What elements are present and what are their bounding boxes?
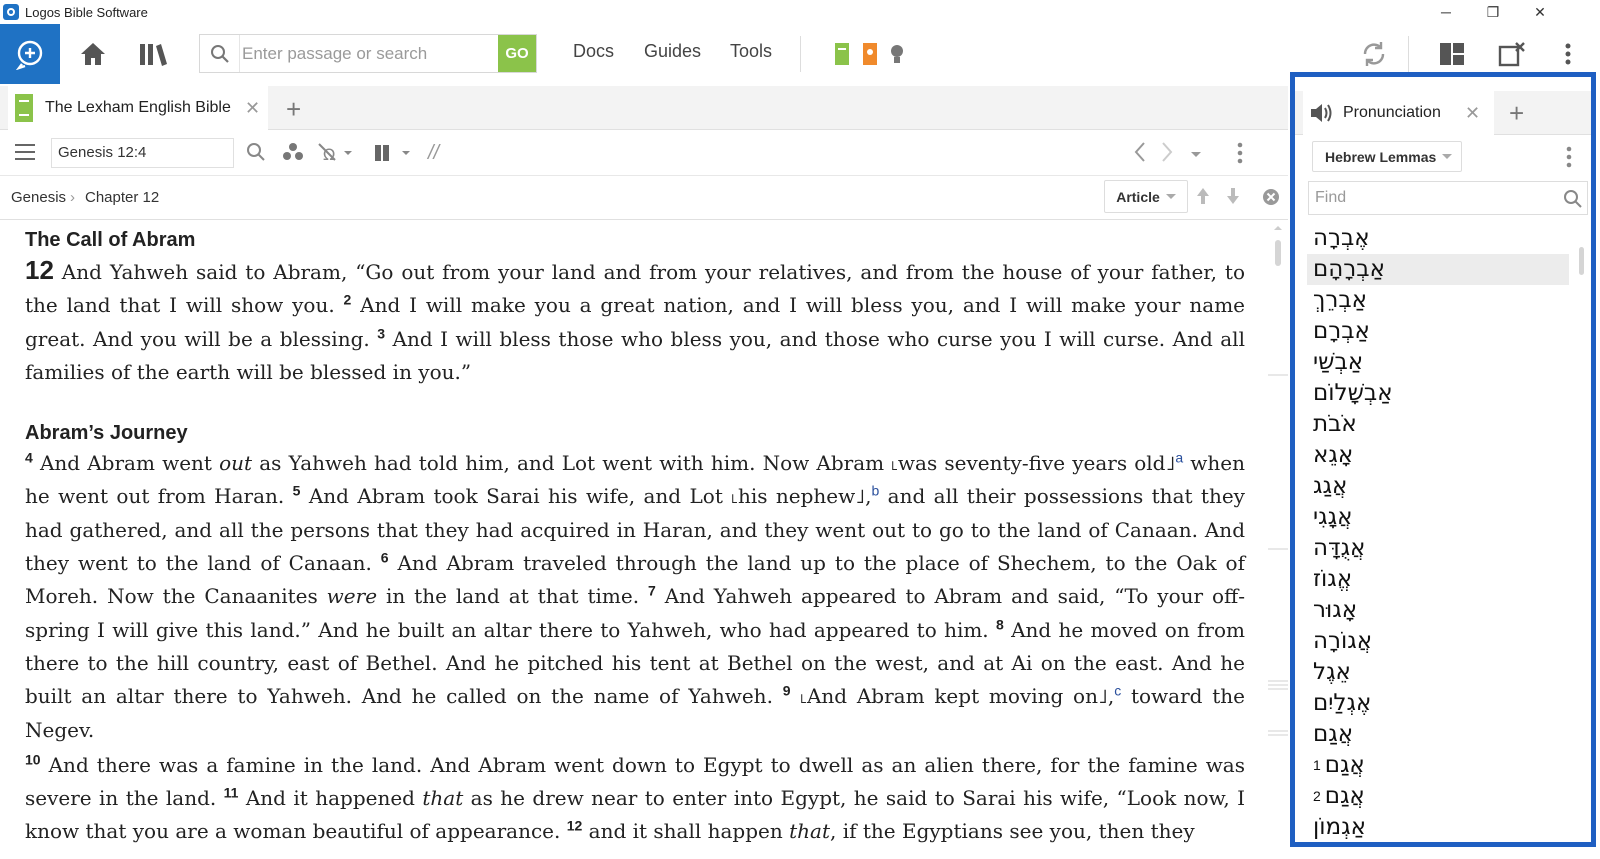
restore-button[interactable]: ❐	[1486, 3, 1500, 20]
lemma-list	[1307, 223, 1569, 843]
lemma-item[interactable]	[1307, 378, 1569, 409]
inline-interlinear-button[interactable]	[317, 142, 357, 169]
lemma-text: אֹבֹת	[1313, 411, 1357, 437]
verse-number: 6	[380, 549, 389, 566]
lemma-text: אַגְמוֹן	[1313, 814, 1367, 840]
section-heading: Abram’s Journey	[25, 422, 188, 445]
tips-shortcut[interactable]	[888, 36, 906, 72]
close-tab-icon[interactable]: ✕	[245, 97, 261, 118]
docs-menu[interactable]: Docs	[573, 41, 615, 61]
new-tab-button[interactable]: +	[286, 94, 302, 124]
lemma-text: אַבְרָהָם	[1313, 256, 1385, 282]
previous-section-button[interactable]	[1196, 186, 1210, 211]
lemma-text: אֲגָגִי	[1313, 504, 1353, 530]
history-back-button[interactable]	[1133, 141, 1147, 168]
main-tab-row	[0, 86, 1288, 130]
lemma-item[interactable]	[1307, 812, 1569, 843]
verse-number: 12	[566, 817, 583, 834]
lemma-item[interactable]	[1307, 719, 1569, 750]
lemma-text: אַבְשָׁלוֹם	[1313, 380, 1393, 406]
close-circle-icon	[1262, 188, 1280, 206]
lemma-item[interactable]	[1307, 316, 1569, 347]
search-icon	[246, 142, 266, 162]
minimize-button[interactable]: ─	[1441, 4, 1451, 20]
lightbulb-icon	[889, 43, 905, 65]
home-button[interactable]	[76, 36, 110, 72]
chevron-down-icon	[1166, 194, 1176, 200]
lemma-text: אַבְשַׁי	[1313, 349, 1364, 375]
arrow-down-icon	[1226, 186, 1240, 206]
layout-icon	[1439, 42, 1465, 66]
lemma-text: אַבְרֵךְ	[1313, 287, 1368, 313]
window-title: Logos Bible Software	[25, 4, 148, 20]
tab-pronunciation[interactable]	[1303, 91, 1494, 135]
paragraph: $^{10}$ And there was a famine in the land. And Abram went down to Egypt to dwell as an alien there, for the famine was severe in the land. $^{11}$ And it happened that as he drew near to enter into Egypt, he said to Sarai his wife, “Look now, I know that you are a woman beautiful of appearance. $^{12}$ and it shall happen that, if the Egyptians see you, then they	[25, 751, 1245, 844]
more-options-button[interactable]	[1558, 36, 1578, 72]
article-view-dropdown[interactable]	[1104, 180, 1188, 213]
close-all-panels-button[interactable]	[1496, 36, 1528, 72]
interlinear-icon	[317, 142, 357, 164]
main-scrollbar[interactable]	[1268, 222, 1288, 854]
lemma-scrollbar[interactable]	[1573, 223, 1589, 843]
new-tab-button[interactable]: +	[1509, 98, 1525, 128]
lemma-item[interactable]	[1307, 502, 1569, 533]
hamburger-icon	[15, 143, 35, 161]
verse-number: 8	[995, 616, 1004, 633]
history-dropdown[interactable]	[1190, 146, 1202, 164]
toolbar-separator	[800, 36, 801, 72]
lemma-item[interactable]	[1307, 688, 1569, 719]
lemma-text: אֶגְלַיִם	[1313, 690, 1372, 716]
clear-button[interactable]	[1262, 188, 1280, 211]
verse-number: 10	[25, 751, 41, 768]
history-forward-button[interactable]	[1160, 141, 1174, 168]
title-bar	[0, 0, 1600, 24]
chevron-left-icon	[1133, 141, 1147, 163]
visual-filters-button[interactable]	[282, 142, 304, 167]
close-panels-icon	[1498, 41, 1526, 67]
resource-shortcut-orange[interactable]	[862, 36, 878, 72]
lemma-item[interactable]	[1307, 564, 1569, 595]
lemma-text: אֲגַם	[1324, 783, 1365, 809]
pronunciation-more-button[interactable]	[1566, 145, 1572, 174]
layouts-button[interactable]	[1436, 36, 1468, 72]
parallel-columns-icon	[374, 143, 414, 163]
footnote-marker[interactable]: c	[1114, 682, 1122, 699]
lemma-text: אָגֵא	[1313, 442, 1354, 468]
lemma-item[interactable]	[1307, 471, 1569, 502]
filters-icon	[282, 142, 304, 162]
lemma-item[interactable]	[1307, 750, 1569, 781]
article-label: Article	[1116, 188, 1160, 205]
lemma-text: אֲגַם	[1324, 752, 1365, 778]
lemma-number: 1	[1313, 757, 1325, 773]
lexham-bible-shortcut[interactable]	[834, 36, 850, 72]
verse-number: 3	[377, 324, 386, 341]
lemma-text: אֵגֶל	[1313, 659, 1351, 685]
verse-number: 5	[292, 482, 301, 499]
bible-text	[25, 222, 1245, 849]
library-button[interactable]	[136, 36, 170, 72]
vertical-dots-icon	[1237, 141, 1243, 165]
search-box	[199, 34, 537, 73]
sync-button[interactable]	[1357, 36, 1391, 72]
parallel-passage-icon[interactable]: //	[428, 142, 440, 164]
logos-app-icon	[3, 4, 19, 20]
lemma-item[interactable]	[1307, 657, 1569, 688]
lemma-item[interactable]	[1307, 595, 1569, 626]
pronunciation-tab-row	[1295, 91, 1591, 135]
close-window-button[interactable]: ✕	[1534, 3, 1546, 20]
paragraph: $^4$ And Abram went out as Yahweh had told him, and Lot went with him. Now Abram ˪was seventy-five years old˩$^a$ when he went out from Haran. $^5$ And Abram took Sarai his wife, and Lot ˪his nephew˩,$^b$ and all their possessions that they had gathered, and all the persons that they had acquired in Haran, and they went out to go to the land of Canaan. And they went to the land of Canaan. $^6$ And Abram traveled through the land up to the place of Shechem, to the Oak of Moreh. Now the Canaanites were in the land at that time. $^7$ And Yahweh appeared to Abram and said, “To your offspring I will give this land.” And he built an altar there to Yahweh, who had appeared to him. $^8$ And he moved on from there to the hill country, east of Bethel. And he pitched his tent at Bethel on the west, and at Ai on the east. And he built an altar there to Yahweh. And he called on the name of Yahweh. $^9$ ˪And Abram kept moving on˩,$^c$ toward the Negev.	[25, 449, 1246, 742]
lemma-item[interactable]	[1307, 626, 1569, 657]
lemma-item[interactable]	[1307, 254, 1569, 285]
close-tab-icon[interactable]: ✕	[1465, 102, 1481, 123]
book-green-icon	[15, 94, 33, 122]
lemma-text: אֲגֻדָּה	[1313, 535, 1366, 561]
lemma-type-dropdown[interactable]	[1312, 141, 1462, 172]
home-icon	[79, 41, 107, 67]
find-search-icon	[1563, 189, 1583, 214]
chapter-number: 12	[25, 255, 54, 285]
tab-lexham-english-bible[interactable]	[8, 86, 268, 130]
lemma-text: אֱגוֹז	[1313, 566, 1353, 592]
tab-title: Pronunciation	[1343, 104, 1441, 121]
section-heading: The Call of Abram	[25, 229, 196, 251]
panel-toolbar	[0, 130, 1288, 176]
search-input[interactable]	[242, 35, 492, 72]
scrollbar-track-icon	[1268, 222, 1288, 854]
scrollbar-track-icon	[1573, 223, 1589, 843]
search-icon	[200, 35, 240, 72]
find-input[interactable]: Find	[1308, 181, 1588, 215]
lemma-item[interactable]	[1307, 409, 1569, 440]
lemma-item[interactable]	[1307, 285, 1569, 316]
lemma-type-label: Hebrew Lemmas	[1325, 148, 1437, 165]
next-section-button[interactable]	[1226, 186, 1240, 211]
lemma-item[interactable]	[1307, 347, 1569, 378]
chevron-down-icon	[1442, 154, 1452, 160]
footnote-marker[interactable]: a	[1175, 449, 1184, 466]
chevron-down-icon	[1190, 151, 1202, 159]
arrow-up-icon	[1196, 186, 1210, 206]
parallel-resources-button[interactable]	[374, 143, 414, 168]
lemma-text: אֲגַם	[1313, 721, 1354, 747]
sync-icon	[1359, 39, 1389, 69]
panel-search-button[interactable]	[246, 142, 266, 167]
pronunciation-panel	[1290, 72, 1596, 847]
tab-title: The Lexham English Bible	[45, 99, 231, 116]
tools-menu[interactable]: Tools	[730, 41, 773, 61]
vertical-dots-icon	[1565, 42, 1571, 66]
go-button[interactable]: GO	[498, 35, 536, 72]
lemma-item[interactable]	[1307, 533, 1569, 564]
chevron-right-icon	[1160, 141, 1174, 163]
library-icon	[138, 41, 168, 67]
verse-number: 7	[648, 582, 656, 599]
vertical-dots-icon	[1566, 145, 1572, 169]
panel-more-button[interactable]	[1237, 141, 1243, 170]
logos-menu-button[interactable]	[0, 24, 60, 84]
paragraph: 12 And Yahweh said to Abram, “Go out from your land and from your relatives, and from the house of your father, to the land that I will show you. $^2$ And I will make you a great nation, and I will bless you, and I will make your name great. And you will be a blessing. $^3$ And I will bless those who bless you, and those who curse you I will curse. And all families of the earth will be blessed in you.”	[25, 255, 1246, 384]
lemma-text: אֲגוֹרָה	[1313, 628, 1373, 654]
breadcrumb-book[interactable]: Genesis	[11, 189, 67, 206]
guides-menu[interactable]: Guides	[644, 41, 702, 61]
breadcrumb-chapter[interactable]: Chapter 12	[85, 189, 160, 206]
lemma-text: אַבְרָם	[1313, 318, 1370, 344]
footnote-marker[interactable]: b	[871, 482, 880, 499]
logos-logo-icon	[14, 38, 46, 70]
book-orange-icon	[863, 43, 877, 65]
lemma-text: אֶבְרָה	[1313, 225, 1370, 251]
verse-number: 11	[223, 784, 239, 801]
lemma-number: 2	[1313, 788, 1325, 804]
verse-number: 4	[25, 449, 33, 466]
toolbar-separator-right	[1408, 36, 1409, 72]
lemma-text: אָגוּר	[1313, 597, 1358, 623]
panel-menu-button[interactable]	[15, 143, 35, 166]
verse-number: 2	[343, 291, 352, 308]
breadcrumb-bar	[0, 176, 1288, 220]
verse-number: 9	[782, 682, 791, 699]
lemma-item[interactable]	[1307, 440, 1569, 471]
lemma-text: אֲגַג	[1313, 473, 1348, 499]
reference-box[interactable]: Genesis 12:4	[51, 138, 234, 168]
lemma-item[interactable]	[1307, 223, 1569, 254]
speaker-icon	[1309, 102, 1335, 124]
lemma-item[interactable]	[1307, 781, 1569, 812]
svg-text:Ω: Ω	[323, 145, 336, 164]
breadcrumb-separator: ›	[70, 189, 75, 206]
book-green-icon	[835, 43, 849, 65]
